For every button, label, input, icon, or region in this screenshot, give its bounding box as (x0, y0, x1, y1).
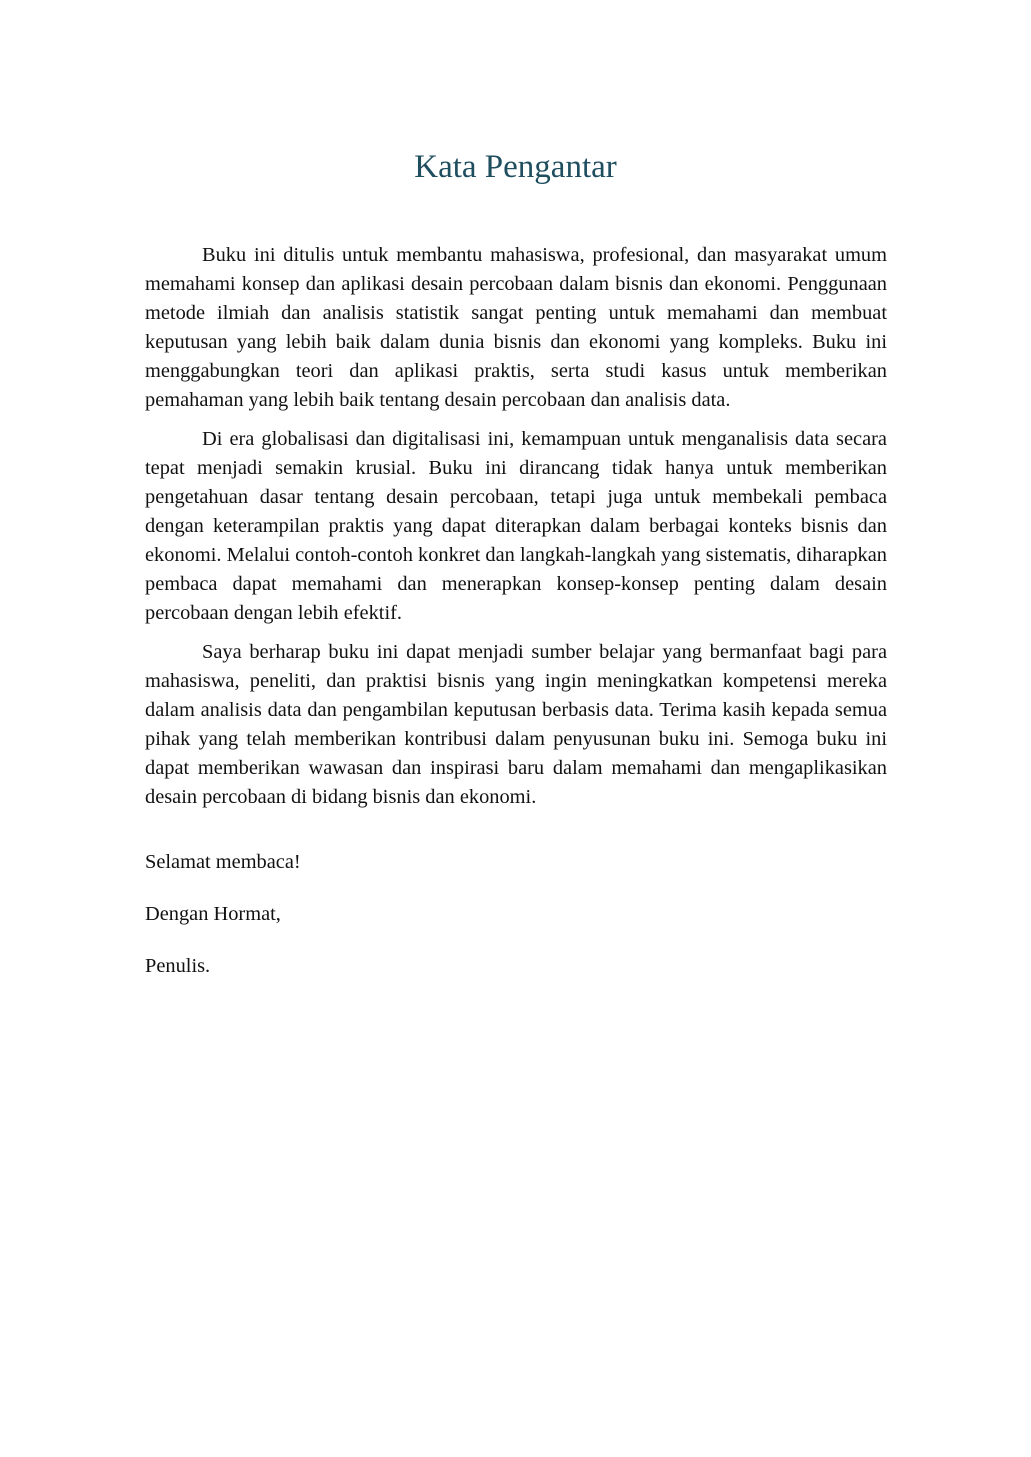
page-title: Kata Pengantar (414, 149, 617, 185)
paragraph-1: Buku ini ditulis untuk membantu mahasiswa, profesional, dan masyarakat umum memahami konsep dan aplikasi desain percobaan dalam bisnis dan ekonomi. Penggunaan metode ilmiah dan analisis statistik sangat penting untuk memahami dan membuat keputusan yang lebih baik dalam dunia bisnis dan ekonomi yang kompleks. Buku ini menggabungkan teori dan aplikasi praktis, serta studi kasus untuk memberikan pemahaman yang lebih baik tentang desain percobaan dan analisis data. (145, 244, 887, 411)
paragraph-2: Di era globalisasi dan digitalisasi ini, kemampuan untuk menganalisis data secara tepat menjadi semakin krusial. Buku ini dirancang tidak hanya untuk memberikan pengetahuan dasar tentang desain percobaan, tetapi juga untuk membekali pembaca dengan keterampilan praktis yang dapat diterapkan dalam berbagai konteks bisnis dan ekonomi. Melalui contoh-contoh konkret dan langkah-langkah yang sistematis, diharapkan pembaca dapat memahami dan menerapkan konsep-konsep penting dalam desain percobaan dengan lebih efektif. (145, 428, 887, 624)
document-body (145, 241, 887, 981)
paragraph-3: Saya berharap buku ini dapat menjadi sumber belajar yang bermanfaat bagi para mahasiswa, peneliti, dan praktisi bisnis yang ingin meningkatkan kompetensi mereka dalam analisis data dan pengambilan keputusan berbasis data. Terima kasih kepada semua pihak yang telah memberikan kontribusi dalam penyusunan buku ini. Semoga buku ini dapat memberikan wawasan dan inspirasi baru dalam memahami dan mengaplikasikan desain percobaan di bidang bisnis dan ekonomi. (145, 641, 887, 808)
closing-signature: Penulis. (145, 955, 211, 977)
closing-greeting: Selamat membaca! (145, 851, 301, 873)
closing-salutation: Dengan Hormat, (145, 903, 281, 925)
